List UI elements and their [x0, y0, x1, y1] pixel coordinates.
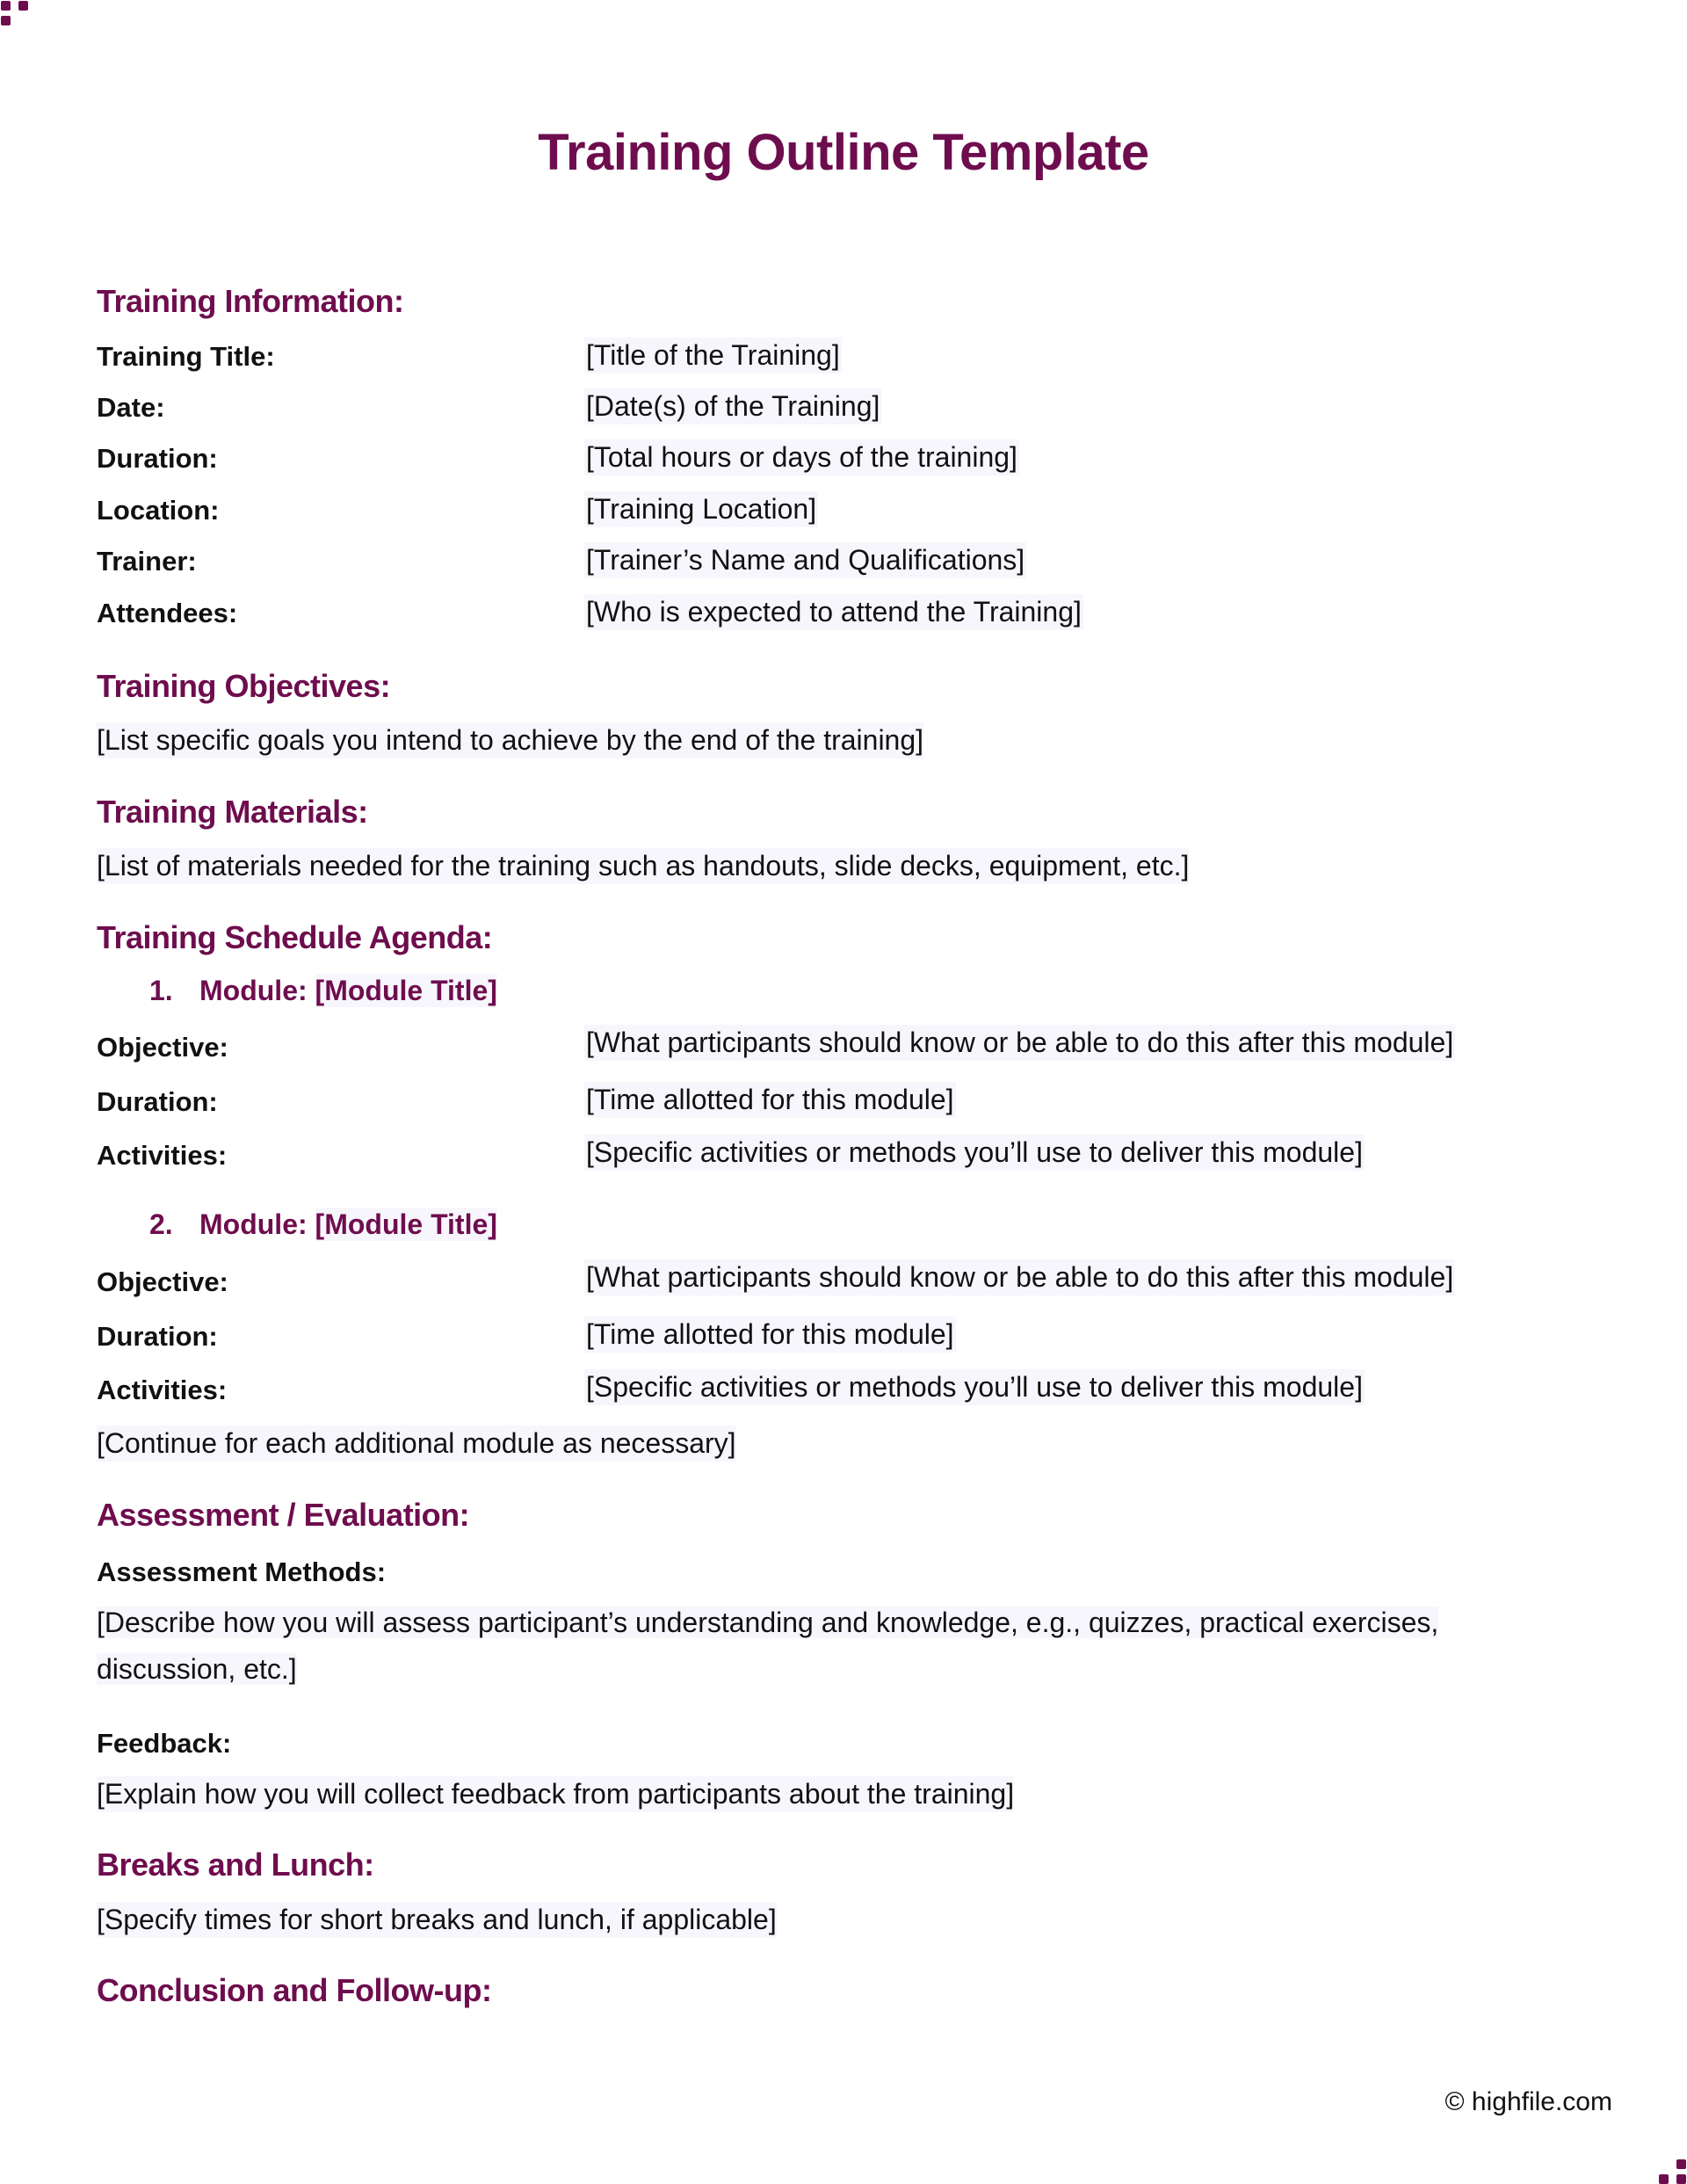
info-label-title: Training Title: [97, 341, 275, 372]
module-label-activities: Activities: [97, 1375, 228, 1405]
module-title-placeholder[interactable]: [Module Title] [315, 1208, 497, 1240]
module-value-objective[interactable]: [What participants should know or be able to do this after this module] [584, 1025, 1455, 1061]
section-heading-breaks: Breaks and Lunch: [97, 1847, 374, 1883]
breaks-placeholder[interactable]: [Specify times for short breaks and lunch, if applicable] [97, 1902, 777, 1938]
decor-square [1676, 2174, 1686, 2184]
module-title-placeholder[interactable]: [Module Title] [315, 975, 497, 1006]
module-label-duration: Duration: [97, 1086, 218, 1117]
module-value-activities[interactable]: [Specific activities or methods you’ll use to deliver this module] [584, 1369, 1365, 1405]
section-heading-training-schedule: Training Schedule Agenda: [97, 919, 493, 955]
info-value-trainer[interactable]: [Trainer’s Name and Qualifications] [584, 542, 1026, 578]
module-label-duration: Duration: [97, 1321, 218, 1352]
module-number: 1. [149, 975, 173, 1006]
info-value-attendees[interactable]: [Who is expected to attend the Training] [584, 594, 1083, 630]
module-label-objective: Objective: [97, 1266, 228, 1297]
section-heading-conclusion: Conclusion and Follow-up: [97, 1972, 492, 2008]
info-value-title[interactable]: [Title of the Training] [584, 337, 842, 374]
info-label-duration: Duration: [97, 443, 218, 474]
info-label-date: Date: [97, 392, 165, 423]
section-heading-training-objectives: Training Objectives: [97, 668, 391, 704]
info-value-duration[interactable]: [Total hours or days of the training] [584, 439, 1019, 475]
section-heading-training-information: Training Information: [97, 283, 404, 319]
feedback-placeholder[interactable]: [Explain how you will collect feedback from participants about the training] [97, 1776, 1014, 1812]
feedback-label: Feedback: [97, 1728, 232, 1759]
info-label-attendees: Attendees: [97, 598, 238, 628]
module-value-duration[interactable]: [Time allotted for this module] [584, 1082, 956, 1118]
assessment-methods-placeholder[interactable] [97, 1600, 1555, 1693]
decor-square [1, 1, 11, 11]
module-value-objective[interactable]: [What participants should know or be able to do this after this module] [584, 1259, 1455, 1295]
info-value-location[interactable]: [Training Location] [584, 491, 818, 527]
module-prefix: Module: [199, 1208, 315, 1240]
assessment-methods-text[interactable]: [Describe how you will assess participant’s understanding and knowledge, e.g., quizzes, practical exercises, discussion, etc.] [97, 1607, 1439, 1685]
footer-copyright: © highfile.com [1444, 2087, 1612, 2116]
decor-square [18, 1, 28, 11]
decor-square [1659, 2174, 1669, 2184]
objectives-placeholder[interactable]: [List specific goals you intend to achieve by the end of the training] [97, 722, 923, 758]
assessment-methods-label: Assessment Methods: [97, 1556, 387, 1587]
section-heading-assessment: Assessment / Evaluation: [97, 1497, 470, 1533]
module-prefix: Module: [199, 975, 315, 1006]
module-number: 2. [149, 1208, 173, 1240]
module-value-activities[interactable]: [Specific activities or methods you’ll use to deliver this module] [584, 1135, 1365, 1171]
info-label-location: Location: [97, 495, 220, 526]
document-title: Training Outline Template [538, 124, 1149, 181]
decor-square [1676, 2159, 1686, 2169]
corner-decoration-top-left [0, 0, 35, 35]
continue-modules-note[interactable]: [Continue for each additional module as necessary] [97, 1426, 736, 1462]
info-label-trainer: Trainer: [97, 546, 197, 577]
module-heading [149, 975, 497, 1007]
decor-square [1, 16, 11, 25]
section-heading-training-materials: Training Materials: [97, 794, 368, 830]
module-label-activities: Activities: [97, 1140, 228, 1171]
corner-decoration-bottom-right [1652, 2149, 1687, 2184]
module-value-duration[interactable]: [Time allotted for this module] [584, 1317, 956, 1353]
module-label-objective: Objective: [97, 1032, 228, 1063]
materials-placeholder[interactable]: [List of materials needed for the training such as handouts, slide decks, equipment, etc.] [97, 848, 1189, 884]
info-value-date[interactable]: [Date(s) of the Training] [584, 388, 881, 424]
module-heading [149, 1208, 497, 1241]
